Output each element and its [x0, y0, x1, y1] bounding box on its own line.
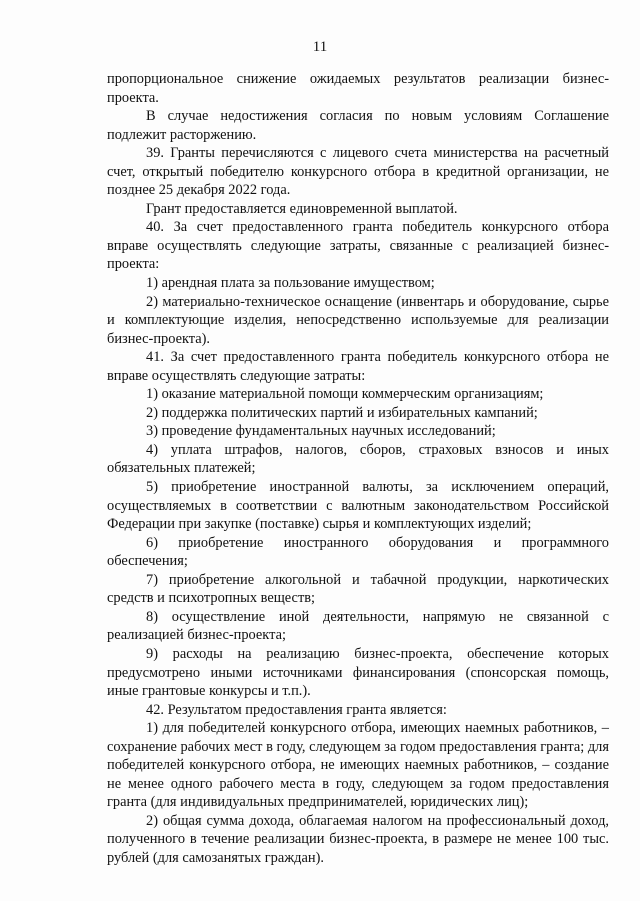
paragraph-clause-41: 41. За счет предоставленного гранта победитель конкурсного отбора не вправе осуществлять следующие затраты: [107, 349, 609, 384]
list-item-41-1: 1) оказание материальной помощи коммерческим организациям; [146, 386, 544, 403]
paragraph-clause-39: 39. Гранты перечисляются с лицевого счета министерства на расчетный счет, открытый победителю конкурсного отбора в кредитной организации, не позднее 25 декабря 2022 года. [107, 145, 609, 199]
list-item-40-1: 1) арендная плата за пользование имуществом; [146, 275, 435, 292]
list-item-41-5: 5) приобретение иностранной валюты, за исключением операций, осуществляемых в соответствии с валютным законодательством Российской Федерации при закупке (поставке) сырья и комплектующих изделий; [107, 479, 609, 533]
list-item-41-6: 6) приобретение иностранного оборудования и программного обеспечения; [107, 534, 609, 570]
paragraph-agreement-termination: В случае недостижения согласия по новым условиям Соглашение подлежит расторжению. [107, 108, 609, 143]
list-item-41-2: 2) поддержка политических партий и избирательных кампаний; [146, 404, 538, 421]
document-body [107, 70, 609, 868]
list-item-41-4: 4) уплата штрафов, налогов, сборов, страховых взносов и иных обязательных платежей; [107, 441, 609, 477]
list-item-41-3: 3) проведение фундаментальных научных исследований; [146, 423, 496, 440]
page-number: 11 [312, 39, 328, 55]
paragraph-continuation: пропорциональное снижение ожидаемых результатов реализации бизнес-проекта. [107, 71, 609, 106]
paragraph-one-time-payment: Грант предоставляется единовременной выплатой. [146, 200, 458, 217]
list-item-41-8: 8) осуществление иной деятельности, напрямую не связанной с реализацией бизнес-проекта; [107, 608, 609, 644]
list-item-41-7: 7) приобретение алкогольной и табачной продукции, наркотических средств и психотропных веществ; [107, 571, 609, 607]
list-item-41-9: 9) расходы на реализацию бизнес-проекта, обеспечение которых предусмотрено иными источниками финансирования (спонсорская помощь, иные грантовые конкурсы и т.п.). [107, 645, 609, 700]
list-item-40-2: 2) материально-техническое оснащение (инвентарь и оборудование, сырье и комплектующие изделия, непосредственно используемые для реализации бизнес-проекта). [107, 293, 609, 347]
paragraph-clause-42: 42. Результатом предоставления гранта является: [146, 701, 447, 718]
paragraph-clause-40: 40. За счет предоставленного гранта победитель конкурсного отбора вправе осуществлять следующие затраты, связанные с реализацией бизнес-проекта: [107, 219, 609, 273]
list-item-42-2: 2) общая сумма дохода, облагаемая налогом на профессиональный доход, полученного в течение реализации бизнес-проекта, в размере не менее 100 тыс. рублей (для самозанятых граждан). [107, 812, 609, 866]
list-item-42-1: 1) для победителей конкурсного отбора, имеющих наемных работников, – сохранение рабочих мест в году, следующем за годом предоставления гранта; для победителей конкурсного отбора, не имеющих наемных работников, – создание не менее одного рабочего места в году, следующем за годом предоставления гранта (для индивидуальных предпринимателей, юридических лиц); [107, 720, 609, 811]
